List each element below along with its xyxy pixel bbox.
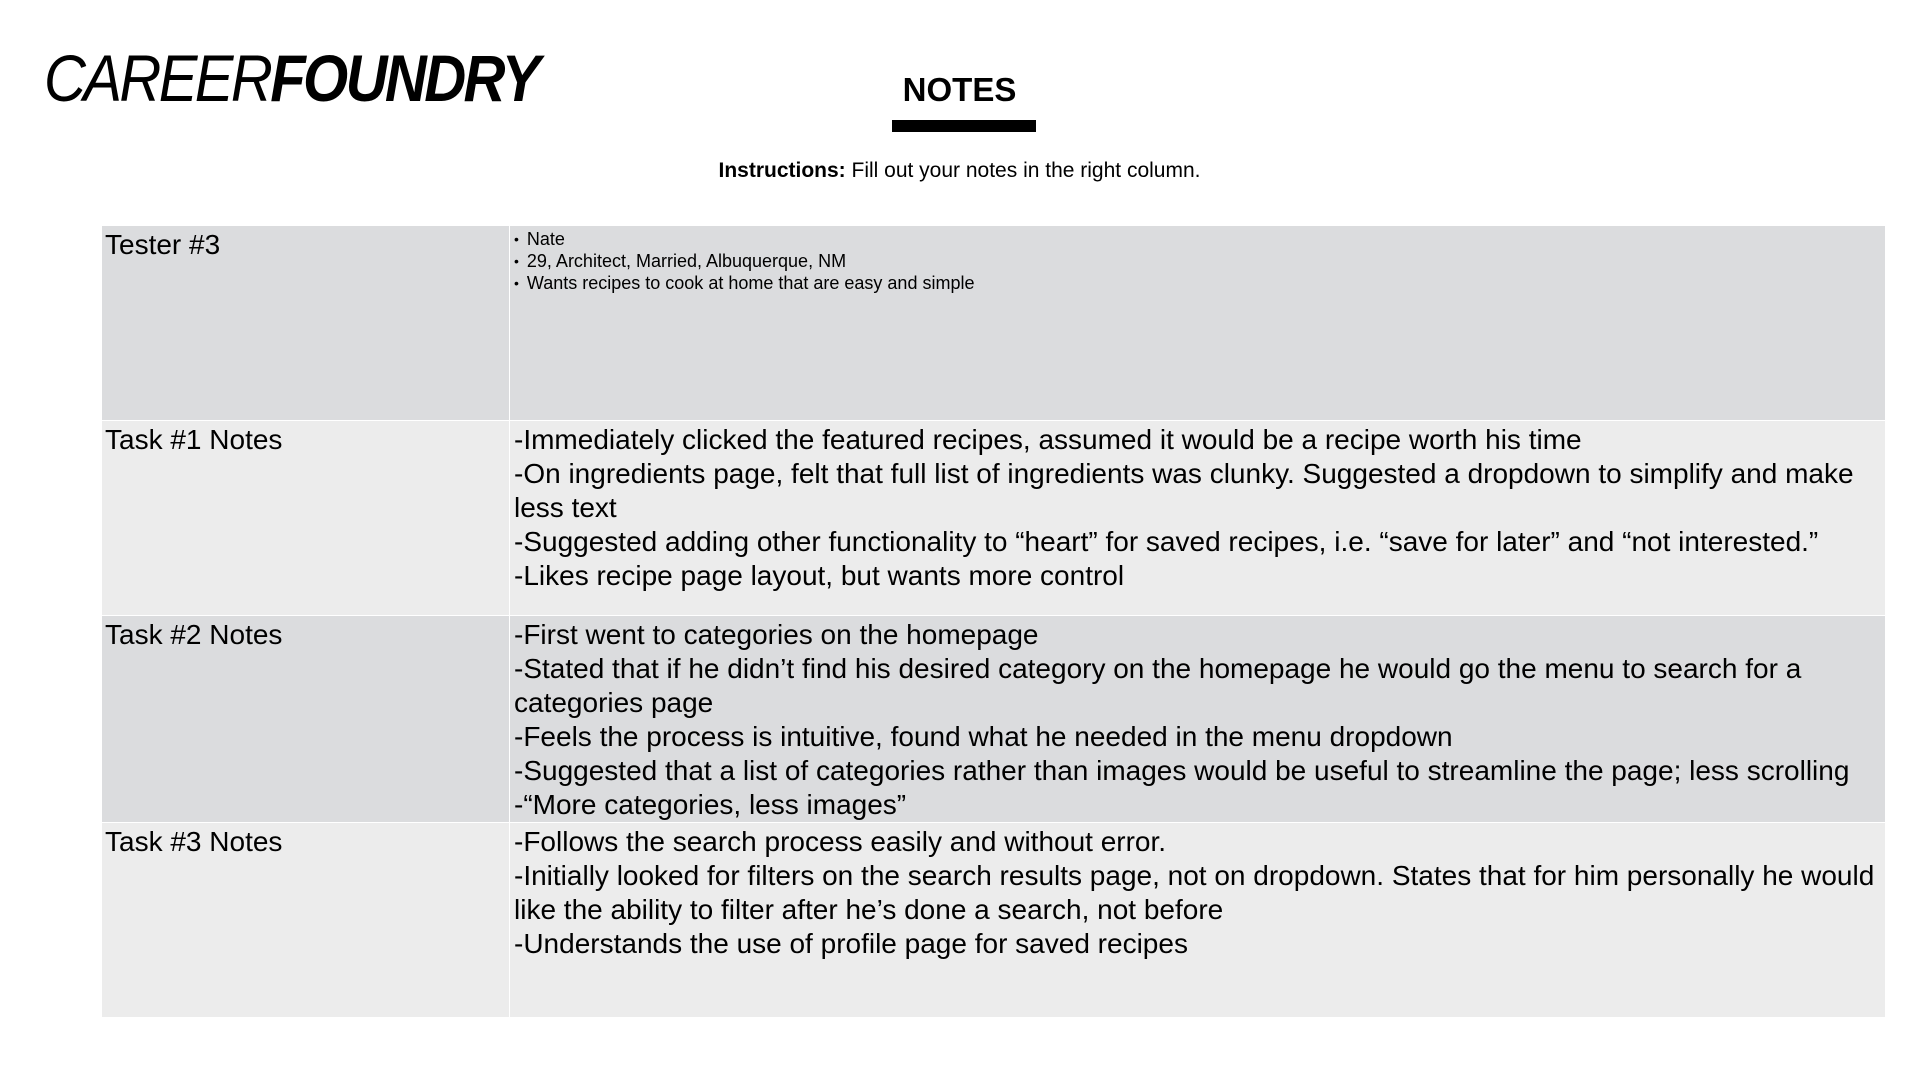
note-line: -Immediately clicked the featured recipes, assumed it would be a recipe worth his time	[514, 424, 1582, 455]
table-row-tester	[102, 226, 1885, 421]
logo-part-foundry: FOUNDRY	[270, 41, 538, 115]
note-line: -“More categories, less images”	[514, 789, 907, 820]
note-line: -Initially looked for filters on the search results page, not on dropdown. States that for him personally he would like the ability to filter after he’s done a search, not before	[514, 860, 1875, 925]
table-row-task3	[102, 823, 1885, 1018]
instructions-text: Fill out your notes in the right column.	[845, 159, 1201, 182]
task3-label: Task #3 Notes	[102, 823, 510, 1018]
instructions	[0, 158, 1919, 184]
task2-label: Task #2 Notes	[102, 616, 510, 823]
page-title: NOTES	[902, 71, 1017, 108]
task1-notes	[510, 421, 1886, 616]
logo-part-career: CAREER	[44, 41, 271, 115]
table-row-task2	[102, 616, 1885, 823]
table-row-task1	[102, 421, 1885, 616]
tester-notes	[510, 226, 1886, 421]
note-line: -Follows the search process easily and without error.	[514, 826, 1167, 857]
note-line: -Understands the use of profile page for saved recipes	[514, 928, 1188, 959]
instructions-label: Instructions:	[718, 159, 846, 182]
list-item: • Nate	[514, 228, 1881, 250]
tester-bullet-list	[514, 228, 1881, 294]
notes-table	[102, 225, 1885, 1018]
note-line: -Stated that if he didn’t find his desired category on the homepage he would go the menu to search for a categories page	[514, 653, 1802, 718]
note-line: -On ingredients page, felt that full list of ingredients was clunky. Suggested a dropdown to simplify and make less text	[514, 458, 1854, 523]
task1-label: Task #1 Notes	[102, 421, 510, 616]
list-item: • 29, Architect, Married, Albuquerque, NM	[514, 250, 1881, 272]
title-underline	[892, 120, 1036, 132]
list-item: • Wants recipes to cook at home that are easy and simple	[514, 272, 1881, 294]
note-line: -Suggested adding other functionality to “heart” for saved recipes, i.e. “save for later” and “not interested.”	[514, 526, 1819, 557]
note-line: -Feels the process is intuitive, found what he needed in the menu dropdown	[514, 721, 1453, 752]
task3-notes	[510, 823, 1886, 1018]
task2-notes	[510, 616, 1886, 823]
tester-label: Tester #3	[102, 226, 510, 421]
note-line: -Likes recipe page layout, but wants more control	[514, 560, 1125, 591]
note-line: -Suggested that a list of categories rather than images would be useful to streamline the page; less scrolling	[514, 755, 1850, 786]
note-line: -First went to categories on the homepage	[514, 619, 1039, 650]
